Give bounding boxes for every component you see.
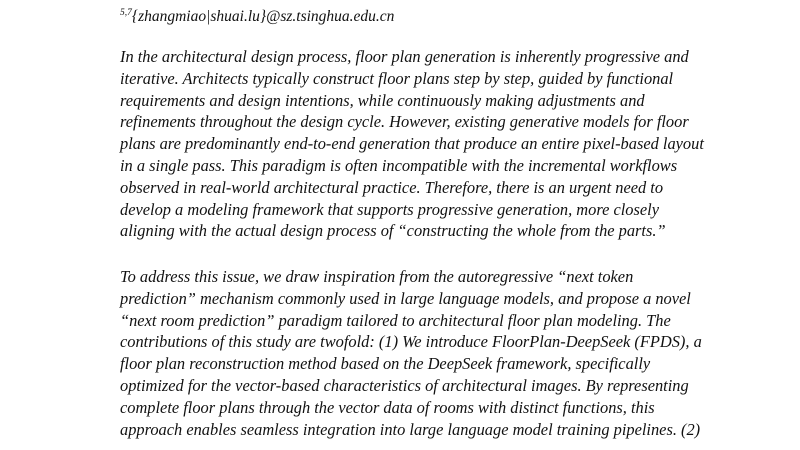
paragraph-line: contributions of this study are twofold: (1) We introduce FloorPlan-DeepSeek (FPDS), a <box>120 332 702 352</box>
paragraph-line: iterative. Architects typically construct floor plans step by step, guided by functional <box>120 68 674 88</box>
abstract-paragraph-2 <box>120 266 800 440</box>
paragraph-line: aligning with the actual design process of “constructing the whole from the parts.” <box>120 221 666 241</box>
paragraph-line: “next room prediction” paradigm tailored to architectural floor plan modeling. The <box>120 310 671 330</box>
paragraph-line: refinements throughout the design cycle. However, existing generative models for floor <box>120 112 689 132</box>
author-email: {zhangmiao|shuai.lu}@sz.tsinghua.edu.cn <box>131 8 395 25</box>
paragraph-line: In the architectural design process, floor plan generation is inherently progressive and <box>120 47 689 66</box>
paragraph-line: approach enables seamless integration into large language model training pipelines. (2) <box>120 419 701 439</box>
paragraph-line: develop a modeling framework that supports progressive generation, more closely <box>120 199 659 219</box>
affiliation-superscript: 5,7 <box>120 8 132 18</box>
paragraph-line: floor plan reconstruction method based on the DeepSeek framework, specifically <box>120 354 651 374</box>
abstract-paragraph-1 <box>120 46 800 242</box>
paragraph-line: prediction” mechanism commonly used in large language models, and propose a novel <box>120 288 691 308</box>
paragraph-line: To address this issue, we draw inspiration from the autoregressive “next token <box>120 267 634 286</box>
author-email-line <box>120 2 394 28</box>
paragraph-line: complete floor plans through the vector data of rooms with distinct functions, this <box>120 397 655 417</box>
paragraph-line: in a single pass. This paradigm is often incompatible with the incremental workflows <box>120 155 678 175</box>
paragraph-line: requirements and design intentions, while continuously making adjustments and <box>120 90 645 110</box>
paragraph-line: optimized for the vector-based characteristics of architectural images. By representing <box>120 375 689 395</box>
paragraph-line: plans are predominantly end-to-end generation that produce an entire pixel-based layout <box>120 134 704 154</box>
paragraph-line: observed in real-world architectural practice. Therefore, there is an urgent need to <box>120 177 664 197</box>
